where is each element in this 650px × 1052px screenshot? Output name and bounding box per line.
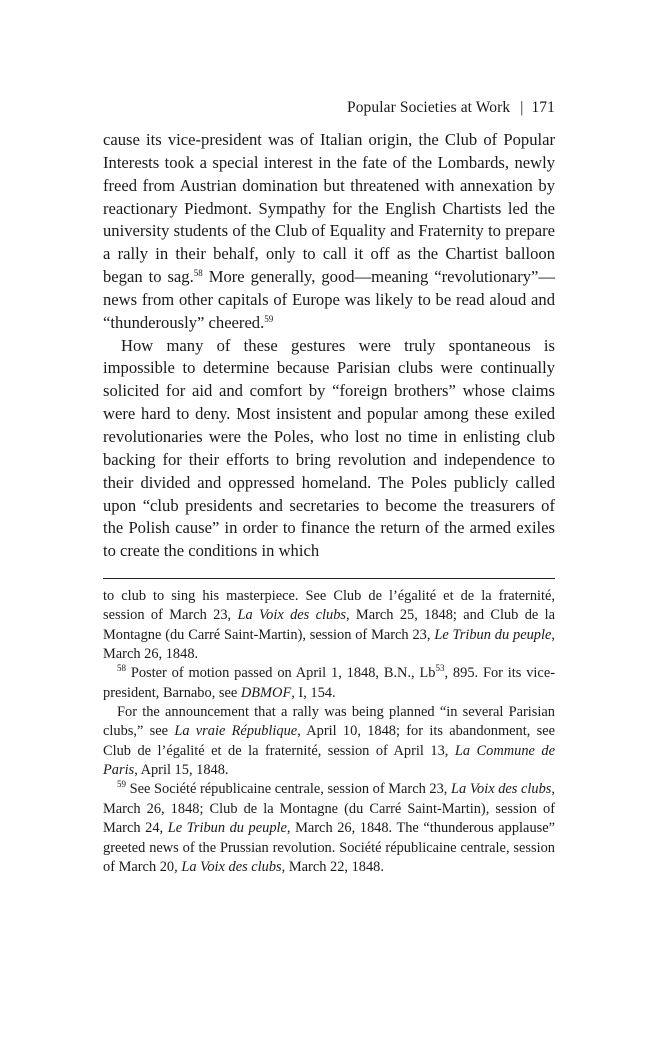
footnote-title: Le Tribun du peuple	[434, 626, 552, 643]
footnote-title: La vraie République	[174, 723, 298, 740]
book-page	[103, 98, 555, 877]
footnote-59	[103, 780, 555, 877]
footnote-number: 58	[117, 663, 126, 674]
footnote-number: 59	[117, 779, 126, 790]
footnote-text: , March 26, 1848; Club de la Montagne (du Carré Saint-Martin), session of March 24,	[103, 781, 555, 837]
footnote-ref-59: 59	[264, 313, 274, 324]
footnote-text: to club to sing his masterpiece. See Club de l’égalité et de la fraternité, session of March 23,	[103, 588, 555, 624]
footnote-title: La Voix des clubs	[451, 781, 552, 798]
paragraph-1	[103, 129, 555, 335]
body-text	[103, 129, 555, 563]
footnote-superscript: 53	[435, 663, 445, 674]
footnote-text: , March 26, 1848. The “thunderous applause” greeted news of the Prussian revolution. Société républicaine centrale, session of March 20,	[103, 820, 556, 875]
page-number: 171	[531, 99, 555, 116]
footnote-title: Le Tribun du peuple	[167, 820, 287, 837]
footnote-ref-58: 58	[193, 268, 203, 279]
footnote-title: La Commune de Paris	[103, 742, 555, 779]
footnote-text: , April 10, 1848; for its abandonment, see Club de l’égalité et de la fraternité, session of April 13,	[103, 723, 555, 759]
footnote-title: La Voix des clubs	[181, 858, 282, 875]
footnote-text: See Société républicaine centrale, session of March 23,	[126, 781, 452, 798]
footnote-text: For the announcement that a rally was being planned “in several Parisian clubs,” see	[103, 704, 555, 740]
footnote-title: DBMOF	[240, 684, 292, 701]
footnotes	[103, 587, 555, 877]
footnote-text: , April 15, 1848.	[134, 762, 229, 779]
footnote-continued	[103, 587, 555, 664]
footnote-58-continuation	[103, 703, 555, 780]
running-head	[103, 98, 555, 120]
footnote-text: , 895. For its vice-president, Barnabo, see	[103, 665, 555, 701]
running-head-separator: |	[520, 99, 524, 116]
paragraph-1-text-b: More generally, good—meaning “revolutionary”—news from other capitals of Europe was likely to be read aloud and “thunderously” cheered.	[103, 267, 555, 332]
paragraph-1-text-a: cause its vice-president was of Italian origin, the Club of Popular Interests took a special interest in the fate of the Lombards, newly freed from Austrian domination but threatened with annexation by reactionary Piedmont. Sympathy for the English Chartists led the university students of the Club of Equality and Fraternity to prepare a rally in their behalf, only to call it off as the Chartist balloon began to sag.	[103, 130, 555, 287]
footnote-text: , I, 154.	[291, 684, 336, 701]
footnote-text: , March 22, 1848.	[281, 858, 384, 875]
footnote-rule	[103, 578, 555, 579]
footnote-text: Poster of motion passed on April 1, 1848, B.N., Lb	[126, 665, 436, 682]
running-head-title: Popular Societies at Work	[346, 99, 511, 116]
footnote-text: , March 25, 1848; and Club de la Montagne (du Carré Saint-Martin), session of March 23,	[103, 607, 555, 643]
paragraph-2: How many of these gestures were truly spontaneous is impossible to determine because Parisian clubs were continually solicited for aid and comfort by “foreign brothers” whose claims were hard to deny. Most insistent and popular among these exiled revolutionaries were the Poles, who lost no time in enlisting club backing for their efforts to bring revolution and independence to their divided and oppressed homeland. The Poles publicly called upon “club presidents and secretaries to become the treasurers of the Polish cause” in order to finance the return of the armed exiles to create the conditions in which	[103, 335, 555, 561]
footnote-text: , March 26, 1848.	[103, 626, 555, 663]
footnote-58	[103, 664, 555, 703]
footnote-title: La Voix des clubs	[237, 607, 346, 624]
